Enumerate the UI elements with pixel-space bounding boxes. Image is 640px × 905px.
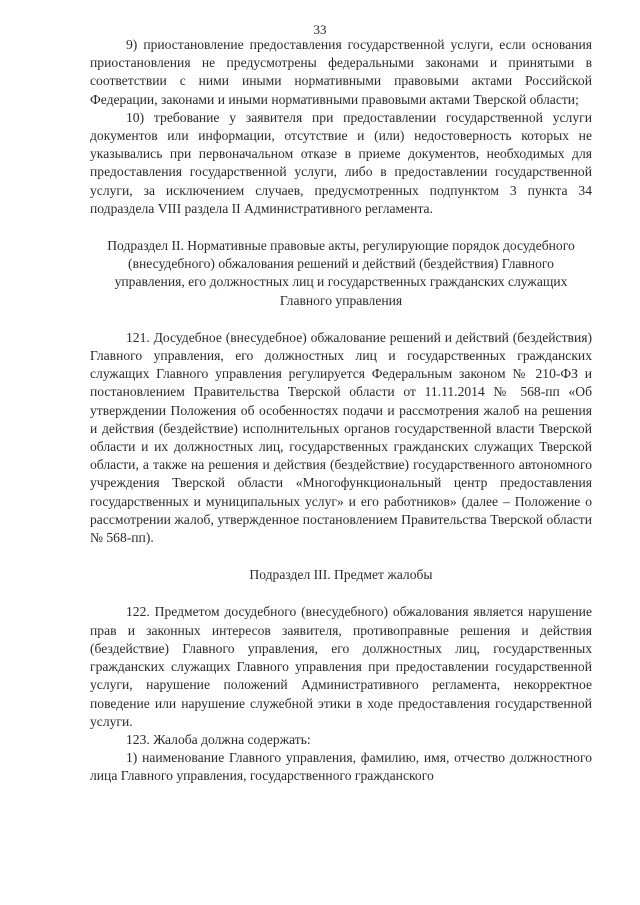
- paragraph-item-9: 9) приостановление предоставления государственной услуги, если основания приостановления не предусмотрены федеральными законами и принятыми в соответствии с ними иными нормативными правовыми актами Российской Федерации, законами и иными нормативными правовыми актами Тверской области;: [90, 37, 592, 107]
- heading-subsection-3: Подраздел III. Предмет жалобы: [249, 567, 433, 583]
- spacer: [90, 584, 592, 603]
- paragraph-122: 122. Предметом досудебного (внесудебного) обжалования является нарушение прав и законных интересов заявителя, противоправные решения и действия (бездействие) Главного управления, его должностных лиц, государственных гражданских служащих Главного управления при предоставлении государственной услуги, нарушение положений Административного регламента, некорректное поведение или нарушение служебной этики в ходе предоставления государственной услуги.: [90, 604, 592, 729]
- document-body: [90, 36, 592, 786]
- paragraph-item-10: 10) требование у заявителя при предоставлении государственной услуги документов или информации, отсутствие и (или) недостоверность которых не указывались при первоначальном отказе в приеме документов, необходимых для предоставления государственной услуги, либо в предоставлении государственной услуги, за исключением случаев, предусмотренных подпунктом 3 пункта 34 подраздела VIII раздела II Административного регламента.: [90, 109, 592, 216]
- paragraph-123-item-1: 1) наименование Главного управления, фамилию, имя, отчество должностного лица Главного управления, государственного гражданского: [90, 750, 592, 784]
- page-number: 33: [313, 22, 327, 37]
- paragraph-123: 123. Жалоба должна содержать:: [126, 731, 311, 747]
- spacer: [90, 218, 592, 237]
- heading-subsection-2: Подраздел II. Нормативные правовые акты, регулирующие порядок досудебного (внесудебного) обжалования решений и действий (бездействия) Главного управления, его должностных лиц и государственных гражданских служащих Главного управления: [107, 238, 575, 308]
- paragraph-121: 121. Досудебное (внесудебное) обжалование решений и действий (бездействия) Главного управления, его должностных лиц и государственных гражданских служащих Главного управления регулируется Федеральным законом № 210-ФЗ и постановлением Правительства Тверской области от 11.11.2014 № 568-пп «Об утверждении Положения об особенностях подачи и рассмотрения жалоб на решения и действия (бездействие) исполнительных органов государственной власти Тверской области и их должностных лиц, государственных гражданских служащих Тверской области, а также на решения и действия (бездействие) государственного автономного учреждения Тверской области «Многофункциональный центр предоставления государственных и муниципальных услуг» и его работников» (далее – Положение о рассмотрении жалоб, утвержденное постановлением Правительства Тверской области № 568-пп).: [90, 329, 592, 546]
- spacer: [90, 547, 592, 566]
- spacer: [90, 310, 592, 329]
